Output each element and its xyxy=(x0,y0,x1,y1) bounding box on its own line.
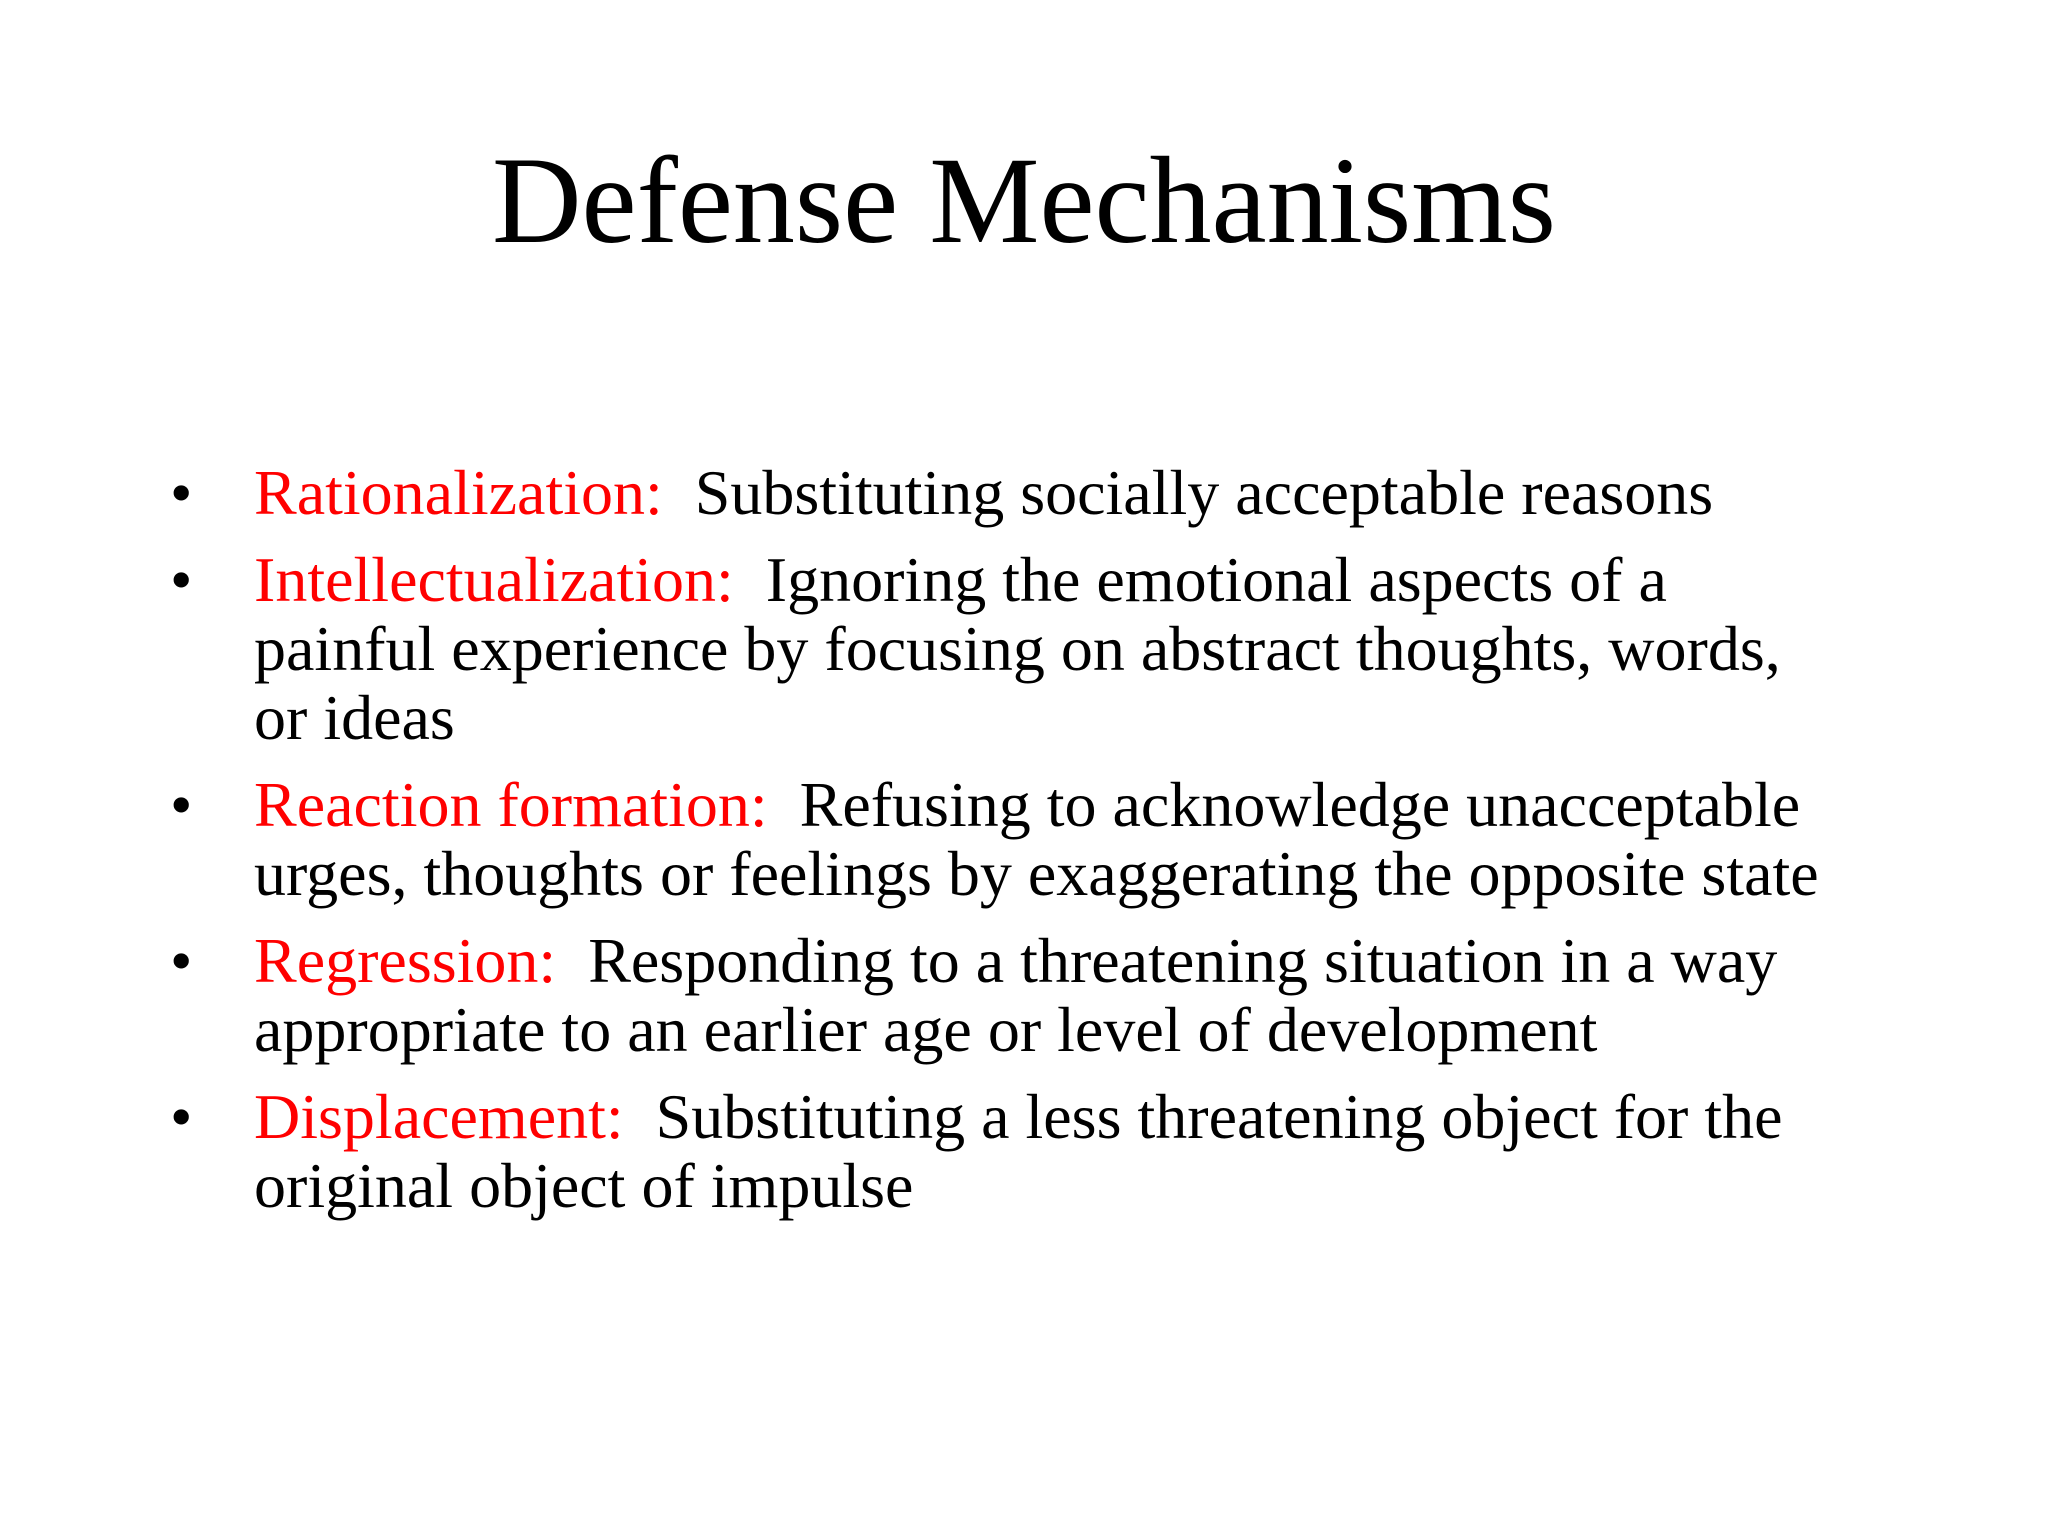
list-item-reaction-formation xyxy=(170,770,1850,908)
list-item-regression xyxy=(170,926,1850,1064)
bullet-list xyxy=(170,458,1850,1238)
list-item-displacement xyxy=(170,1082,1850,1220)
term-label: Displacement: xyxy=(254,1081,624,1152)
definition-text: Responding to a threatening situation in a way appropriate to an earlier age or level of development xyxy=(254,925,1778,1065)
bullet-icon: • xyxy=(170,544,193,615)
bullet-icon: • xyxy=(170,925,193,996)
definition-text: Ignoring the emotional aspects of a painful experience by focusing on abstract thoughts, words, or ideas xyxy=(254,544,1781,753)
term-label: Regression: xyxy=(254,925,557,996)
term-label: Reaction formation: xyxy=(254,769,768,840)
bullet-icon: • xyxy=(170,1081,193,1152)
list-item-intellectualization xyxy=(170,545,1850,752)
term-label: Rationalization: xyxy=(254,457,663,528)
list-item-rationalization xyxy=(170,458,1850,527)
slide-title: Defense Mechanisms xyxy=(492,132,1556,269)
bullet-icon: • xyxy=(170,769,193,840)
definition-text: Substituting a less threatening object for the original object of impulse xyxy=(254,1081,1783,1221)
term-label: Intellectualization: xyxy=(254,544,734,615)
definition-text: Substituting socially acceptable reasons xyxy=(694,457,1714,528)
definition-text: Refusing to acknowledge unacceptable urges, thoughts or feelings by exaggerating the opposite state xyxy=(254,769,1819,909)
bullet-icon: • xyxy=(170,457,193,528)
